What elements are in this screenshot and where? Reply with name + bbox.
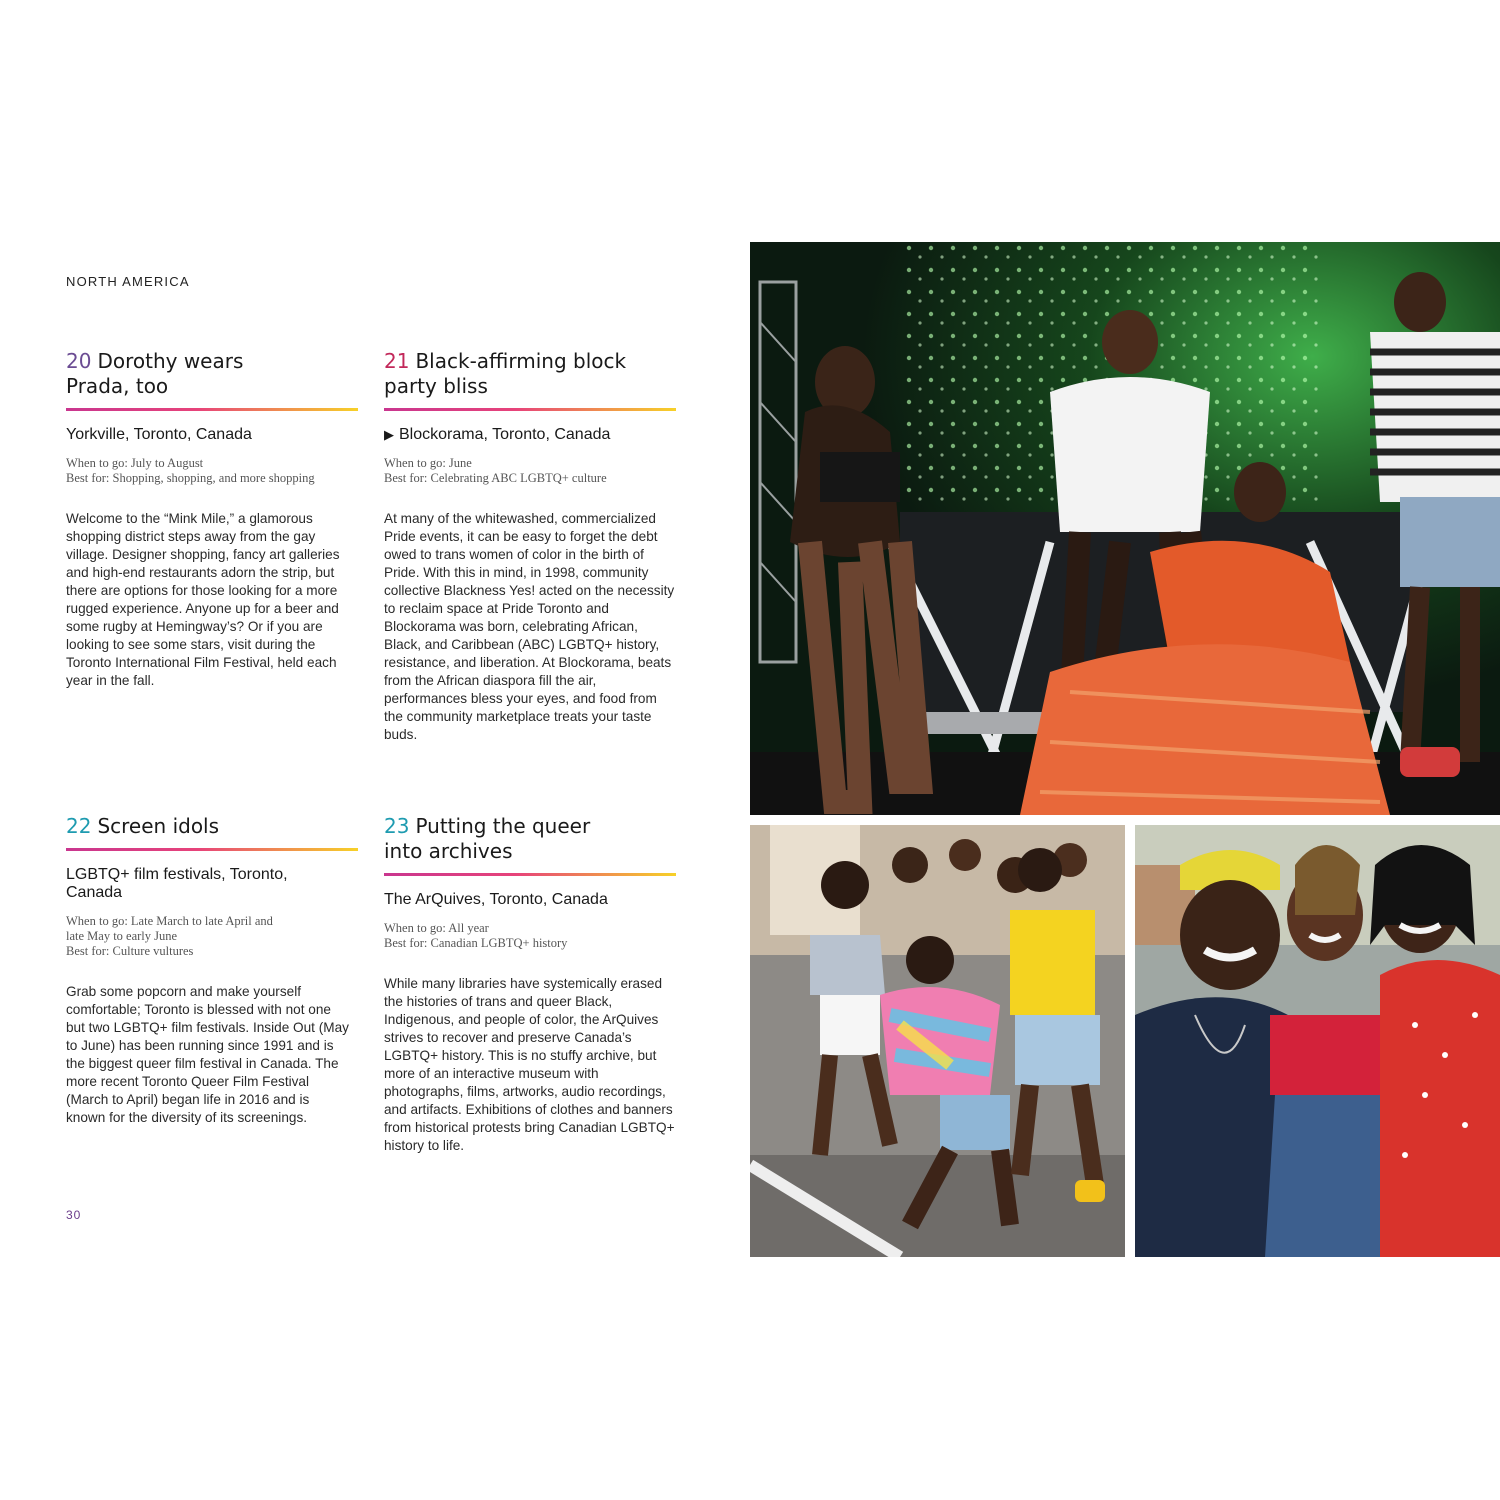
entry-title [384, 349, 644, 399]
when-to-go: When to go: June [384, 456, 472, 470]
entry-location: The ArQuives, Toronto, Canada [384, 891, 608, 908]
entry-title-text: Black-affirming block party bliss [384, 349, 627, 398]
entry-title [66, 814, 358, 839]
entry-21 [384, 349, 676, 744]
title-rule [66, 848, 358, 851]
best-for: Best for: Shopping, shopping, and more shopping [66, 471, 315, 485]
entry-body: While many libraries have systemically erased the histories of trans and queer Black, Indigenous, and people of color, the ArQuives strives to recover and preserve Canada’s LGBTQ+ history. This is no stuffy archive, but more of an interactive museum with photographs, films, artworks, audio recordings, and artifacts. Exhibitions of clothes and banners from historical protests bring Canadian LGBTQ+ history to life. [384, 976, 675, 1153]
entry-number: 23 [384, 814, 410, 838]
entry-title-text: Screen idols [97, 814, 220, 838]
when-to-go: When to go: July to August [66, 456, 204, 470]
entry-20 [66, 349, 358, 690]
photo-friends-smiling [1135, 825, 1500, 1257]
page-number: 30 [66, 1208, 82, 1222]
play-icon: ▶ [384, 427, 394, 442]
entry-22 [66, 814, 358, 1127]
entry-title-text: Dorothy wears Prada, too [66, 349, 244, 398]
entry-number: 22 [66, 814, 92, 838]
entry-meta [66, 914, 286, 959]
entry-title [66, 349, 306, 399]
entry-meta [66, 456, 358, 486]
entry-number: 20 [66, 349, 92, 373]
entry-location: LGBTQ+ film festivals, Toronto, Canada [66, 866, 288, 901]
when-to-go: When to go: Late March to late April and late May to early June [66, 914, 273, 943]
entry-title [384, 814, 624, 864]
title-rule [66, 408, 358, 411]
entry-number: 21 [384, 349, 410, 373]
entry-title-text: Putting the queer into archives [384, 814, 591, 863]
entry-meta [384, 921, 676, 951]
entry-location [384, 426, 676, 444]
photo-street-dancing [750, 825, 1125, 1257]
best-for: Best for: Canadian LGBTQ+ history [384, 936, 568, 950]
photo-stage-performance [750, 242, 1500, 815]
entry-meta [384, 456, 676, 486]
title-rule [384, 873, 676, 876]
title-rule [384, 408, 676, 411]
entry-23 [384, 814, 676, 1155]
entry-body: At many of the whitewashed, commercialized Pride events, it can be easy to forget the debt owed to trans women of color in the birth of Pride. With this in mind, in 1998, community collective Blackness Yes! acted on the necessity to reclaim space at Pride Toronto and Blockorama was born, celebrating African, Black, and Caribbean (ABC) LGBTQ+ history, resistance, and liberation. At Blockorama, beats from the African diaspora fill the air, performances bless your eyes, and food from the community marketplace treats your taste buds. [384, 511, 675, 742]
when-to-go: When to go: All year [384, 921, 489, 935]
entry-location: Yorkville, Toronto, Canada [66, 426, 252, 443]
entry-body: Grab some popcorn and make yourself comfortable; Toronto is blessed with not one but two LGBTQ+ film festivals. Inside Out (May to June) has been running since 1991 and is the biggest queer film festival in Canada. The more recent Toronto Queer Film Festival (March to April) began life in 2016 and is known for the diversity of its screenings. [66, 984, 349, 1125]
best-for: Best for: Celebrating ABC LGBTQ+ culture [384, 471, 607, 485]
best-for: Best for: Culture vultures [66, 944, 194, 958]
section-label: NORTH AMERICA [66, 274, 190, 289]
entry-body: Welcome to the “Mink Mile,” a glamorous shopping district steps away from the gay village. Designer shopping, fancy art galleries and high-end restaurants adorn the strip, but there are options for those looking for a more rugged experience. Anyone up for a beer and some rugby at Hemingway’s? Or if you are looking to see some stars, visit during the Toronto International Film Festival, held each year in the fall. [66, 511, 340, 688]
entry-location-text: Blockorama, Toronto, Canada [399, 426, 611, 443]
